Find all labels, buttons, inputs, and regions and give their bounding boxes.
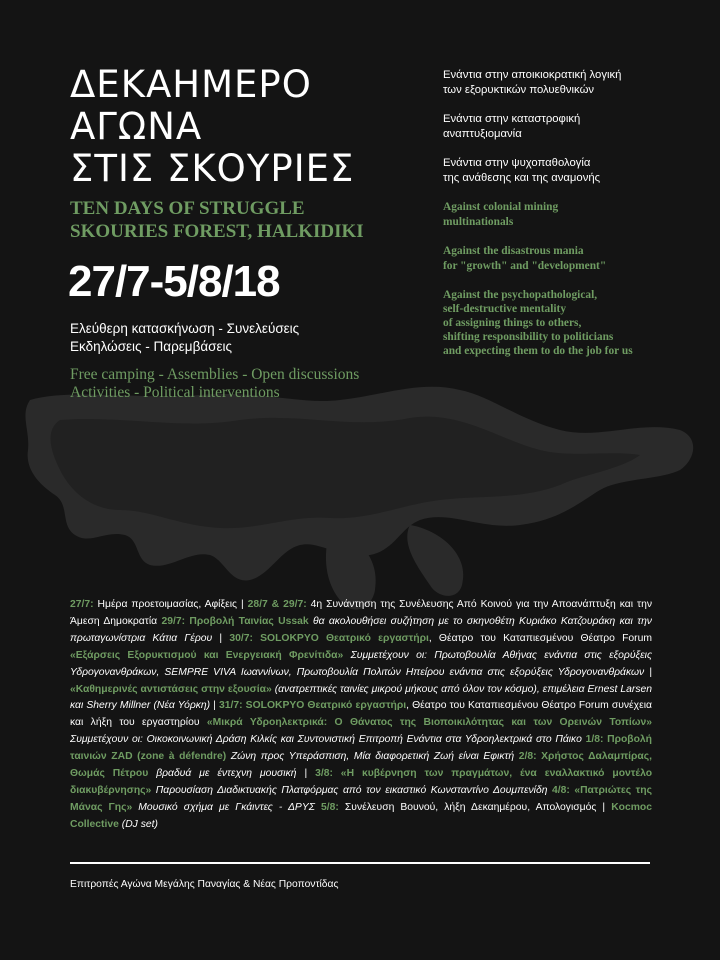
english-title-line: SKOURIES FOREST, HALKIDIKI: [70, 221, 364, 242]
english-title: [70, 197, 364, 243]
program-text: (DJ set): [118, 818, 158, 830]
program-text: Συμμετέχουν οι: Οικοκοινωνική Δράση Κιλκίς και Συντονιστική Επιτροπή Ενάντια στα Υδροηλεκτρικά στο Πάικο: [70, 734, 586, 746]
program-text: |: [210, 700, 219, 712]
english-title-line: TEN DAYS OF STRUGGLE: [70, 198, 305, 219]
program-text: Παρουσίαση Διαδικτυακής Πλατφόρμας από τον εικαστικό Κωνσταντίνο Δουμπενίδη: [151, 784, 552, 796]
manifesto-item: Ενάντια στην καταστροφική αναπτυξιομανία: [443, 113, 581, 140]
program-highlight: «Μικρά Υδροηλεκτρικά: Ο Θάνατος της Βιοποικιλότητας και των Ορεινών Τοπίων»: [206, 717, 652, 729]
program-text: Ημέρα προετοιμασίας, Αφίξεις |: [93, 599, 248, 610]
program-text: |: [644, 666, 653, 678]
program-highlight: «Καθημερινές αντιστάσεις στην εξουσία»: [70, 683, 272, 695]
greek-subtitle-line: Εκδηλώσεις - Παρεμβάσεις: [70, 339, 233, 354]
program-text: Μουσικό σχήμα με Γκάιντες - ΔΡΥΣ: [132, 801, 322, 813]
manifesto-item: Against the disastrous mania for "growth" and "development": [443, 245, 607, 272]
english-subtitle-line: Free camping - Assemblies - Open discussions: [70, 366, 360, 383]
program-text: , Θέατρο του Καταπιεσμένου Θέατρο Forum συνέχεια και λήξη του εργαστηρίου: [70, 700, 652, 729]
manifesto-item: Against colonial mining multinationals: [443, 201, 559, 228]
greek-title-line: ΑΓΩΝΑ: [70, 105, 203, 148]
event-dates: 27/7-5/8/18: [68, 257, 280, 306]
greek-title: [70, 64, 354, 190]
greek-title-line: ΔΕΚΑΗΜΕΡΟ: [70, 63, 312, 106]
english-subtitle-line: Activities - Political interventions: [70, 384, 280, 401]
program-highlight: 4/8: «Πατριώτες της Μάνας Γης»: [70, 784, 652, 813]
manifesto-item: Against the psychopathological, self-destructive mentality of assigning things to others, shifting responsibility to politicians and expecting them to do the job for us: [443, 289, 633, 357]
program-highlight: 31/7: SOLOKPYO Θεατρικό εργαστήρι: [219, 700, 407, 712]
divider: [70, 862, 650, 864]
program-text: 4η Συνάντηση της Συνέλευσης Από Κοινού για την Αποανάπτυξη και την Άμεση Δημοκρατία: [70, 599, 653, 627]
greek-title-line: ΣΤΙΣ ΣΚΟΥΡΙΕΣ: [70, 147, 355, 190]
greek-subtitle-line: Ελεύθερη κατασκήνωση - Συνελεύσεις: [70, 321, 300, 336]
program-highlight: Χρήστος Δαλαμπίρας, Θωμάς Πέτρου: [70, 751, 652, 780]
program-text: (ανατρεπτικές ταινίες μικρού μήκους από όλον τον κόσμο), επιμέλεια Ernest Larsen και Sherry Millner (Νέα Υόρκη): [70, 683, 653, 712]
program-highlight: 27/7:: [70, 599, 94, 610]
greek-subtitle: [70, 320, 299, 356]
program-text: |: [212, 632, 230, 644]
program-text: βραδυά με έντεχνη μουσική: [148, 768, 297, 780]
manifesto-item: Ενάντια στην ψυχοπαθολογία της ανάθεσης και της αναμονής: [443, 157, 601, 184]
manifesto-item: Ενάντια στην αποικιοκρατική λογική των εξορυκτικών πολυεθνικών: [443, 69, 622, 96]
program-highlight: 3/8: «Η κυβέρνηση των πραγμάτων, ένα εναλλακτικό μοντέλο διακυβέρνησης»: [70, 768, 653, 796]
event-program: [70, 597, 652, 834]
program-highlight: Kocmoc Collective: [70, 801, 652, 830]
program-highlight: 28/7 & 29/7:: [247, 599, 307, 610]
program-highlight: 29/7: Προβολή Ταινίας Ussak: [161, 615, 309, 627]
program-highlight: 2/8:: [518, 751, 537, 763]
program-text: |: [296, 768, 316, 780]
manifesto-column: [443, 68, 703, 373]
footer-organizers: Επιτροπές Αγώνα Μεγάλης Παναγίας & Νέας Προποντίδας: [70, 879, 339, 890]
program-highlight: 5/8:: [321, 801, 339, 813]
program-highlight: «Εξάρσεις Εξορυκτισμού και Ενεργειακή Φρενίτιδα»: [70, 649, 344, 661]
program-text: Συνέλευση Βουνού, λήξη Δεκαημέρου, Απολογισμός |: [338, 801, 612, 813]
program-text: , Θέατρο του Καταπιεσμένου Θέατρο Forum: [428, 632, 652, 644]
program-text: Συμμετέχουν οι: Πρωτοβουλία Αθήνας ενάντια στις εξορύξεις Υδρογονανθράκων, SEMPRE VIVA Ιωαννίνων, Πρωτοβουλία Πολιτών Ηπείρου ενάντια στις εξορύξεις Υδρογονανθράκων: [70, 649, 652, 678]
program-highlight: 30/7: SOLOKPYO Θεατρικό εργαστήρι: [229, 632, 429, 644]
program-text: Ζώνη προς Υπεράσπιση, Μία διαφορετική Ζωή είναι Εφικτή: [226, 751, 519, 763]
english-subtitle: [70, 366, 359, 402]
program-highlight: 1/8: Προβολή ταινιών ZAD (zone à défendre): [70, 734, 652, 763]
program-text: θα ακολουθήσει συζήτηση με το σκηνοθέτη Κυριάκο Κατζουράκη και την πρωταγωνίστρια Κάτια Γέρου: [70, 615, 652, 644]
